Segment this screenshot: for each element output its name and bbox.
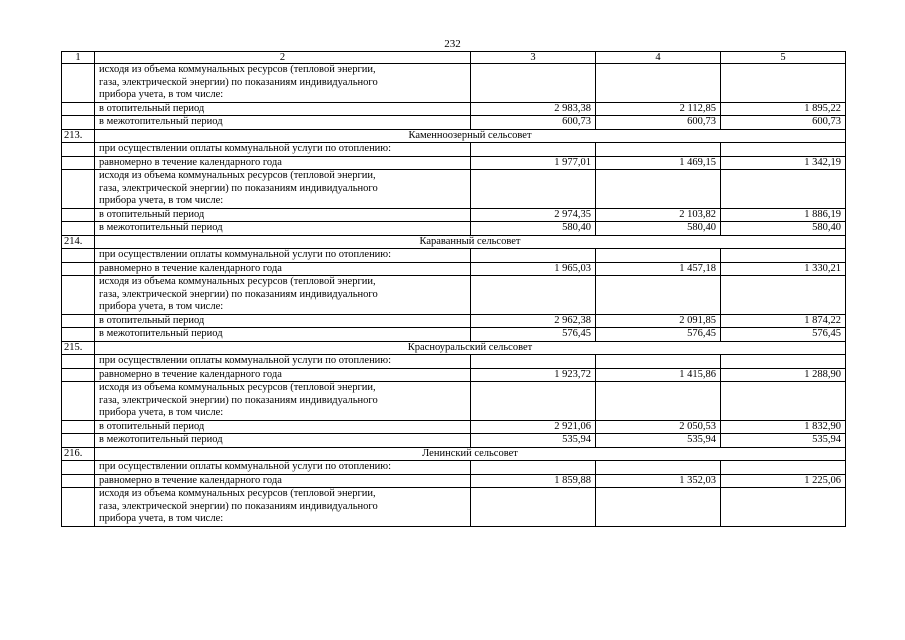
description-row	[62, 461, 846, 475]
value-cell: 2 962,38	[471, 314, 596, 328]
value-cell: 535,94	[471, 434, 596, 448]
empty-cell	[721, 170, 846, 209]
value-row	[62, 474, 846, 488]
row-label: при осуществлении оплаты коммунальной услуги по отоплению:	[95, 143, 471, 157]
row-label: равномерно в течение календарного года	[95, 262, 471, 276]
row-label	[95, 382, 471, 421]
empty-cell	[62, 262, 95, 276]
value-cell: 600,73	[721, 116, 846, 130]
region-name: Каменноозерный сельсовет	[95, 129, 846, 143]
empty-cell	[471, 461, 596, 475]
table-header-row	[62, 52, 846, 64]
empty-cell	[62, 208, 95, 222]
label-line: прибора учета, в том числе:	[99, 407, 224, 418]
region-row	[62, 129, 846, 143]
empty-cell	[471, 276, 596, 315]
tariff-table	[61, 51, 846, 527]
value-cell: 1 352,03	[596, 474, 721, 488]
value-cell: 2 091,85	[596, 314, 721, 328]
empty-cell	[62, 143, 95, 157]
empty-cell	[596, 170, 721, 209]
value-cell: 1 225,06	[721, 474, 846, 488]
value-cell: 1 342,19	[721, 156, 846, 170]
value-row	[62, 314, 846, 328]
value-row	[62, 116, 846, 130]
empty-cell	[62, 222, 95, 236]
row-index: 215.	[62, 341, 95, 355]
empty-cell	[596, 64, 721, 103]
label-line: газа, электрической энергии) по показаниям индивидуального	[99, 76, 378, 88]
empty-cell	[62, 102, 95, 116]
value-cell: 1 895,22	[721, 102, 846, 116]
row-label	[95, 170, 471, 209]
header-cell: 1	[62, 52, 95, 64]
empty-cell	[721, 276, 846, 315]
row-label: в межотопительный период	[95, 116, 471, 130]
label-line: газа, электрической энергии) по показаниям индивидуального	[99, 182, 378, 194]
empty-cell	[721, 249, 846, 263]
value-row	[62, 102, 846, 116]
empty-cell	[596, 143, 721, 157]
empty-cell	[721, 488, 846, 527]
value-cell: 600,73	[471, 116, 596, 130]
empty-cell	[596, 249, 721, 263]
value-cell: 1 330,21	[721, 262, 846, 276]
row-label	[95, 488, 471, 527]
empty-cell	[62, 328, 95, 342]
value-cell: 580,40	[471, 222, 596, 236]
value-row	[62, 262, 846, 276]
description-row	[62, 143, 846, 157]
value-cell: 1 965,03	[471, 262, 596, 276]
label-line: прибора учета, в том числе:	[99, 513, 224, 524]
region-name: Ленинский сельсовет	[95, 447, 846, 461]
empty-cell	[721, 64, 846, 103]
empty-cell	[721, 461, 846, 475]
empty-cell	[62, 434, 95, 448]
row-index: 214.	[62, 235, 95, 249]
empty-cell	[62, 170, 95, 209]
description-row	[62, 64, 846, 103]
empty-cell	[62, 461, 95, 475]
value-cell: 576,45	[721, 328, 846, 342]
label-line: прибора учета, в том числе:	[99, 195, 224, 206]
empty-cell	[471, 355, 596, 369]
row-label: в межотопительный период	[95, 328, 471, 342]
value-cell: 1 886,19	[721, 208, 846, 222]
empty-cell	[62, 314, 95, 328]
empty-cell	[62, 64, 95, 103]
description-row	[62, 488, 846, 527]
header-cell: 2	[95, 52, 471, 64]
empty-cell	[62, 276, 95, 315]
empty-cell	[596, 276, 721, 315]
label-line: прибора учета, в том числе:	[99, 301, 224, 312]
row-index: 216.	[62, 447, 95, 461]
empty-cell	[62, 474, 95, 488]
empty-cell	[62, 420, 95, 434]
empty-cell	[721, 143, 846, 157]
page-number: 232	[444, 38, 461, 50]
region-row	[62, 447, 846, 461]
row-label: в отопительный период	[95, 314, 471, 328]
value-cell: 1 469,15	[596, 156, 721, 170]
header-cell: 5	[721, 52, 846, 64]
value-cell: 2 921,06	[471, 420, 596, 434]
description-row	[62, 382, 846, 421]
empty-cell	[471, 170, 596, 209]
row-label: равномерно в течение календарного года	[95, 156, 471, 170]
row-label: при осуществлении оплаты коммунальной услуги по отоплению:	[95, 355, 471, 369]
empty-cell	[471, 249, 596, 263]
value-cell: 1 457,18	[596, 262, 721, 276]
row-label	[95, 276, 471, 315]
label-line: исходя из объема коммунальных ресурсов (тепловой энергии,	[99, 170, 376, 181]
value-row	[62, 208, 846, 222]
value-row	[62, 420, 846, 434]
row-label: равномерно в течение календарного года	[95, 474, 471, 488]
description-row	[62, 170, 846, 209]
label-line: исходя из объема коммунальных ресурсов (тепловой энергии,	[99, 382, 376, 393]
empty-cell	[471, 64, 596, 103]
label-line: газа, электрической энергии) по показаниям индивидуального	[99, 500, 378, 512]
value-cell: 580,40	[721, 222, 846, 236]
region-row	[62, 235, 846, 249]
description-row	[62, 276, 846, 315]
description-row	[62, 355, 846, 369]
value-cell: 2 103,82	[596, 208, 721, 222]
value-row	[62, 156, 846, 170]
empty-cell	[62, 355, 95, 369]
value-cell: 576,45	[471, 328, 596, 342]
empty-cell	[596, 382, 721, 421]
value-cell: 580,40	[596, 222, 721, 236]
label-line: газа, электрической энергии) по показаниям индивидуального	[99, 288, 378, 300]
empty-cell	[471, 382, 596, 421]
empty-cell	[596, 461, 721, 475]
empty-cell	[62, 382, 95, 421]
row-label: в межотопительный период	[95, 222, 471, 236]
row-label: в отопительный период	[95, 102, 471, 116]
value-cell: 600,73	[596, 116, 721, 130]
label-line: исходя из объема коммунальных ресурсов (тепловой энергии,	[99, 64, 376, 75]
value-cell: 1 288,90	[721, 368, 846, 382]
value-cell: 1 832,90	[721, 420, 846, 434]
row-label: в отопительный период	[95, 420, 471, 434]
label-line: прибора учета, в том числе:	[99, 89, 224, 100]
value-cell: 2 983,38	[471, 102, 596, 116]
label-line: газа, электрической энергии) по показаниям индивидуального	[99, 394, 378, 406]
value-row	[62, 222, 846, 236]
value-cell: 1 415,86	[596, 368, 721, 382]
row-label: в отопительный период	[95, 208, 471, 222]
value-cell: 2 974,35	[471, 208, 596, 222]
value-cell: 1 977,01	[471, 156, 596, 170]
header-cell: 4	[596, 52, 721, 64]
value-cell: 1 859,88	[471, 474, 596, 488]
value-cell: 1 874,22	[721, 314, 846, 328]
empty-cell	[596, 355, 721, 369]
label-line: исходя из объема коммунальных ресурсов (тепловой энергии,	[99, 276, 376, 287]
empty-cell	[62, 249, 95, 263]
empty-cell	[62, 368, 95, 382]
header-cell: 3	[471, 52, 596, 64]
value-cell: 1 923,72	[471, 368, 596, 382]
region-name: Красноуральский сельсовет	[95, 341, 846, 355]
value-row	[62, 368, 846, 382]
value-cell: 576,45	[596, 328, 721, 342]
empty-cell	[471, 143, 596, 157]
row-label: при осуществлении оплаты коммунальной услуги по отоплению:	[95, 249, 471, 263]
value-cell: 535,94	[596, 434, 721, 448]
region-row	[62, 341, 846, 355]
empty-cell	[62, 116, 95, 130]
row-label: при осуществлении оплаты коммунальной услуги по отоплению:	[95, 461, 471, 475]
value-cell: 535,94	[721, 434, 846, 448]
empty-cell	[62, 156, 95, 170]
value-cell: 2 112,85	[596, 102, 721, 116]
label-line: исходя из объема коммунальных ресурсов (тепловой энергии,	[99, 488, 376, 499]
row-label: в межотопительный период	[95, 434, 471, 448]
description-row	[62, 249, 846, 263]
region-name: Караванный сельсовет	[95, 235, 846, 249]
empty-cell	[596, 488, 721, 527]
empty-cell	[721, 355, 846, 369]
row-label	[95, 64, 471, 103]
empty-cell	[62, 488, 95, 527]
value-cell: 2 050,53	[596, 420, 721, 434]
value-row	[62, 328, 846, 342]
row-index: 213.	[62, 129, 95, 143]
empty-cell	[471, 488, 596, 527]
empty-cell	[721, 382, 846, 421]
row-label: равномерно в течение календарного года	[95, 368, 471, 382]
value-row	[62, 434, 846, 448]
